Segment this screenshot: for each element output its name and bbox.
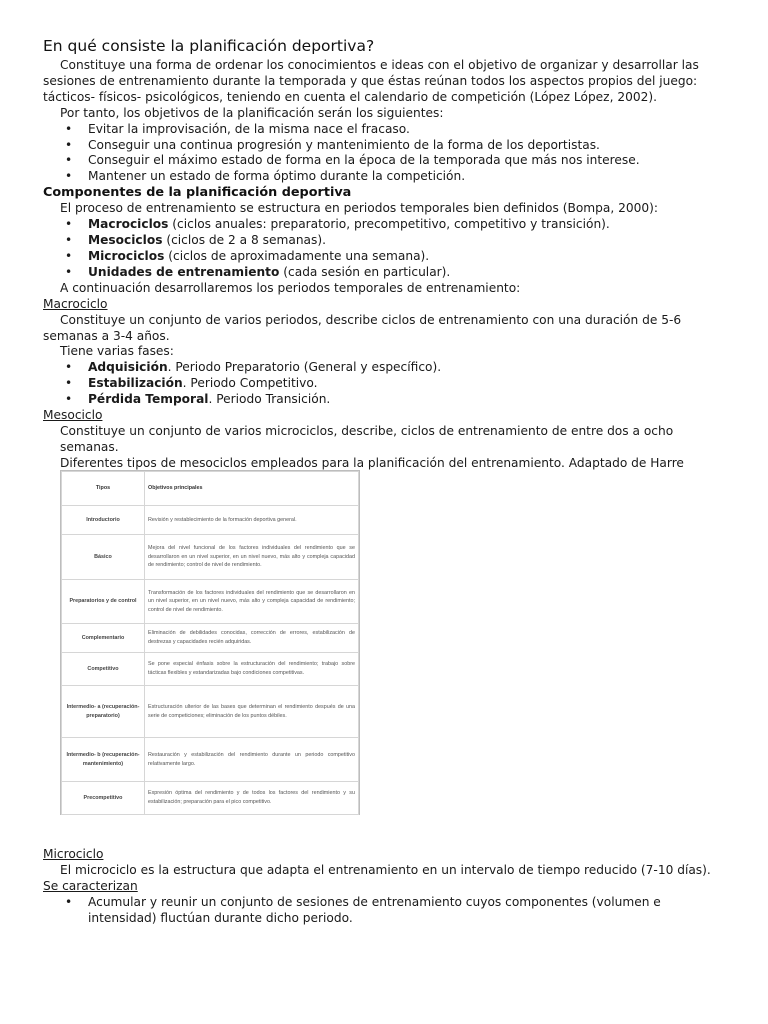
term-desc: . Periodo Competitivo.	[182, 376, 318, 391]
microciclo-heading: Microciclo	[43, 847, 104, 861]
phases-list	[43, 360, 723, 408]
table-cell-objective: Estructuración ulterior de las bases que determinan el rendimiento después de una serie de competiciones; eliminación de los puntos débiles.	[145, 686, 359, 738]
list-item	[43, 233, 723, 249]
microciclo-text: El microciclo es la estructura que adapta el entrenamiento en un intervalo de tiempo reducido (7-10 días).	[60, 862, 711, 877]
term: Pérdida Temporal	[88, 392, 209, 407]
characteristics-list	[43, 895, 723, 927]
table-row	[62, 686, 359, 738]
mesocycle-table-image	[60, 470, 360, 815]
table-cell-type: Básico	[62, 535, 145, 580]
mesociclo-heading: Mesociclo	[43, 408, 103, 423]
list-item: • Conseguir el máximo estado de forma en la época de la temporada que más nos interese.	[43, 153, 723, 169]
list-item	[43, 217, 723, 233]
list-item: • Acumular y reunir un conjunto de sesiones de entrenamiento cuyos componentes (volumen e intensidad) fluctúan durante dicho periodo.	[43, 895, 723, 927]
header-cell: Tipos	[62, 472, 145, 506]
term: Estabilización	[88, 376, 183, 391]
table-cell-type: Introductorio	[62, 506, 145, 535]
mesocycle-table	[61, 471, 359, 815]
table-cell-type: Preparatorios y de control	[62, 580, 145, 624]
term-desc: (ciclos anuales: preparatorio, precompetitivo, competitivo y transición).	[168, 217, 610, 232]
table-cell-objective: Expresión óptima del rendimiento y de todos los factores del rendimiento y su estabilización; preparación para el pico competitivo.	[145, 782, 359, 815]
table-cell-objective: Eliminación de debilidades conocidas, corrección de errores, estabilización de destrezas y capacidades recién adquiridas.	[145, 624, 359, 653]
macrociclo-heading: Macrociclo	[43, 296, 108, 311]
table-row	[62, 738, 359, 782]
table-row	[62, 580, 359, 624]
document-page	[43, 36, 723, 488]
table-cell-type: Intermedio- b (recuperación-mantenimiento)	[62, 738, 145, 782]
term-desc: . Periodo Preparatorio (General y específico).	[167, 360, 442, 375]
term: Mesociclos	[88, 233, 163, 248]
table-row	[62, 782, 359, 815]
intro-paragraph: Constituye una forma de ordenar los conocimientos e ideas con el objetivo de organizar y desarrollar las sesiones de entrenamiento durante la temporada y que éstas reúnan todos los aspectos propios del juego: tácticos- físicos- psicológicos, teniendo en cuenta el calendario de competición (López López, 2002).	[43, 58, 699, 104]
list-item: • Mantener un estado de forma óptimo durante la competición.	[43, 169, 723, 185]
table-row	[62, 624, 359, 653]
page-title: En qué consiste la planificación deportiva?	[43, 37, 375, 55]
table-cell-objective: Revisión y restablecimiento de la formación deportiva general.	[145, 506, 359, 535]
mesociclo-text: Constituye un conjunto de varios microciclos, describe, ciclos de entrenamiento de entre dos a ocho semanas.	[60, 423, 674, 454]
components-intro: El proceso de entrenamiento se estructura en periodos temporales bien definidos (Bompa, 2000):	[60, 201, 659, 216]
header-cell: Objetivos principales	[145, 472, 359, 506]
list-item	[43, 360, 723, 376]
table-cell-type: Complementario	[62, 624, 145, 653]
list-item: • Conseguir una continua progresión y mantenimiento de la forma de los deportistas.	[43, 138, 723, 154]
table-cell-objective: Mejora del nivel funcional de los factores individuales del rendimiento que se desarrollaron en un nivel superior, en un nivel nuevo, más alto y compleja capacidad de rendimiento; control de nivel de rendimiento.	[145, 535, 359, 580]
table-cell-type: Precompetitivo	[62, 782, 145, 815]
term: Unidades de entrenamiento	[88, 264, 280, 279]
components-list	[43, 217, 723, 281]
table-row	[62, 506, 359, 535]
table-header-row	[62, 472, 359, 506]
objectives-intro: Por tanto, los objetivos de la planificación serán los siguientes:	[60, 105, 444, 120]
table-cell-type: Intermedio- a (recuperación-preparatorio)	[62, 686, 145, 738]
table-cell-type: Competitivo	[62, 653, 145, 686]
list-item	[43, 392, 723, 408]
term-desc: . Periodo Transición.	[208, 392, 331, 407]
term-desc: (ciclos de 2 a 8 semanas).	[162, 233, 327, 248]
components-heading: Componentes de la planificación deportiva	[43, 185, 352, 201]
term-desc: (ciclos de aproximadamente una semana).	[164, 248, 430, 263]
table-cell-objective: Restauración y estabilización del rendimiento durante un periodo competitivo relativamente largo.	[145, 738, 359, 782]
term-desc: (cada sesión en particular).	[279, 264, 451, 279]
phases-intro: Tiene varias fases:	[60, 344, 174, 359]
objectives-list	[43, 122, 723, 186]
macrociclo-text: Constituye un conjunto de varios periodos, describe ciclos de entrenamiento con una duración de 5-6 semanas a 3-4 años.	[43, 312, 682, 343]
table-row	[62, 535, 359, 580]
list-item: • Evitar la improvisación, de la misma nace el fracaso.	[43, 122, 723, 138]
term: Microciclos	[88, 248, 165, 263]
term: Macrociclos	[88, 217, 169, 232]
continuation-text: A continuación desarrollaremos los periodos temporales de entrenamiento:	[60, 280, 521, 295]
list-item	[43, 376, 723, 392]
list-item	[43, 249, 723, 265]
microciclo-section	[43, 847, 723, 927]
table-cell-objective: Transformación de los factores individuales del rendimiento que se desarrollaron en un nivel superior, en un nivel nuevo, más alto y compleja capacidad de rendimiento; control de nivel de rendimiento.	[145, 580, 359, 624]
list-item	[43, 265, 723, 281]
characteristics-heading: Se caracterizan	[43, 878, 138, 893]
term: Adquisición	[88, 360, 168, 375]
table-row	[62, 653, 359, 686]
table-cell-objective: Se pone especial énfasis sobre la estructuración del rendimiento; trabajo sobre tácticas flexibles y estandarizadas bajo condiciones competitivas.	[145, 653, 359, 686]
mesociclo-caption: Diferentes tipos de mesociclos empleados para la planificación del entrenamiento. Adaptado de Harre	[60, 455, 684, 470]
